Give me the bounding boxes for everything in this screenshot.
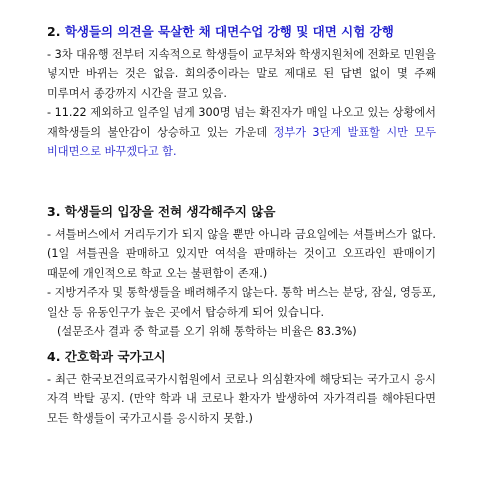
section-2-heading — [47, 22, 436, 42]
section-4 — [47, 347, 436, 428]
section-2-bullet-1: - 3차 대유행 전부터 지속적으로 학생들이 교무처와 학생지원처에 전화로 민원을 넣지만 바뀌는 것은 없음. 회의중이라는 말로 제대로 된 답변 없이 몇 주째 미루며서 종강까지 시간을 끌고 있음. — [47, 48, 436, 100]
section-4-bullet-1: - 최근 한국보건의료국가시험원에서 코로나 의심환자에 해당되는 국가고시 응시 자격 박탈 공지. (만약 학과 내 코로나 환자가 발생하여 자가격리를 해야된다면 모든 학생들이 국가고시를 응시하지 못함.) — [47, 373, 436, 425]
section-2 — [47, 22, 436, 161]
section-2-number: 2. — [47, 24, 65, 39]
section-3-survey-note: (설문조사 결과 중 학교를 오기 위해 통학하는 비율은 83.3%) — [57, 325, 357, 339]
section-3-heading: 3. 학생들의 입장을 전혀 생각해주지 않음 — [47, 204, 276, 219]
section-2-bullet-2-text: - 11.22 제외하고 일주일 넘게 300명 넘는 확진자가 매일 나오고 있는 상황에서 재학생들의 불안감이 상승하고 있는 가운데 — [47, 106, 436, 139]
section-4-heading: 4. 간호학과 국가고시 — [47, 349, 166, 364]
section-2-bullet-2 — [47, 103, 436, 161]
section-2-title: 학생들의 의견을 묵살한 채 대면수업 강행 및 대면 시험 강행 — [64, 24, 394, 39]
section-3-bullet-1: - 셔틀버스에서 거리두기가 되지 않을 뿐만 아니라 금요일에는 셔틀버스가 없다. (1일 셔틀권을 판매하고 있지만 여석을 판매하는 것이고 오프라인 판매이기 때문에 개인적으로 학교 오는 불편함이 존재.) — [47, 228, 436, 280]
section-3-bullet-2: - 지방거주자 및 통학생들을 배려해주지 않는다. 통학 버스는 분당, 잠실, 영등포, 일산 등 유동인구가 높은 곳에서 탑승하게 되어 있습니다. — [47, 286, 436, 319]
section-3 — [47, 202, 436, 341]
section-2-bullet-2-highlight: 정부가 3단계 발표할 시만 모두 비대면으로 바꾸겠다고 함. — [47, 125, 437, 159]
